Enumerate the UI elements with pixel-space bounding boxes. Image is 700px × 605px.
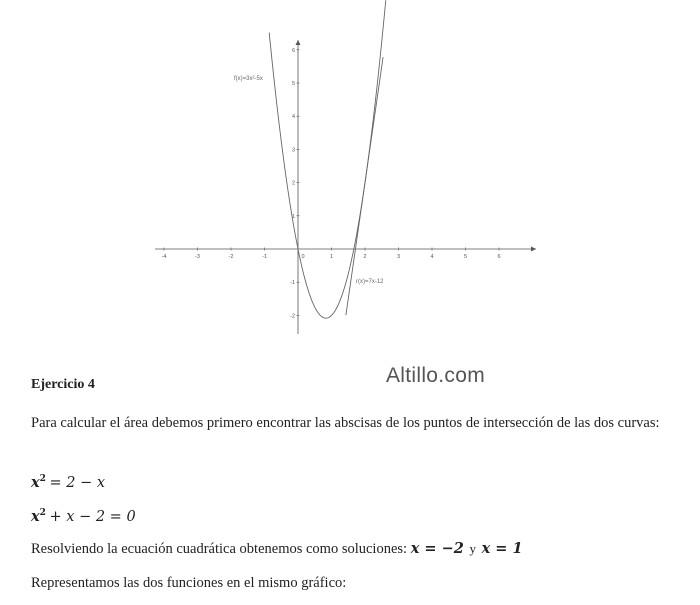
x-tick-label: 3 xyxy=(396,254,401,260)
solutions-paragraph xyxy=(31,539,523,559)
eq2-rhs: + x − 2 = 0 xyxy=(49,508,136,525)
y-tick-label: 3 xyxy=(291,147,295,154)
x-tick-label: 1 xyxy=(329,254,334,260)
eq1-rhs: = 2 − x xyxy=(49,474,106,491)
x-tick-label: 0 xyxy=(301,254,305,260)
x-tick-label: -2 xyxy=(228,254,234,260)
y-tick-label: -1 xyxy=(290,280,295,287)
x-tick-label: 5 xyxy=(463,254,468,260)
y-axis-arrow xyxy=(296,40,301,45)
eq1-lhs: x xyxy=(31,473,40,491)
y-tick-label: -2 xyxy=(290,313,295,320)
watermark: Altillo.com xyxy=(386,364,485,387)
x-tick-label: -1 xyxy=(262,254,267,260)
graph-axes xyxy=(155,40,536,334)
graph-ticks xyxy=(162,48,501,320)
eq2-lhs: x xyxy=(31,507,40,525)
x-tick-label: 2 xyxy=(363,254,367,260)
exercise-heading: Ejercicio 4 xyxy=(31,377,95,392)
x-axis-arrow xyxy=(531,247,536,252)
line-label: r(x)=7x-12 xyxy=(356,279,384,285)
y-tick-label: 5 xyxy=(291,81,295,87)
solution-1: x = −2 xyxy=(410,540,464,557)
curve-label: f(x)=3x²-5x xyxy=(234,76,263,82)
solution-2: x = 1 xyxy=(481,540,523,557)
solutions-text: Resolviendo la ecuación cuadrática obtenemos como soluciones: xyxy=(31,541,411,557)
solution-connector: y xyxy=(469,541,476,556)
tangent-line xyxy=(346,57,383,315)
y-tick-label: 2 xyxy=(291,180,295,187)
closing-paragraph: Representamos las dos funciones en el mismo gráfico: xyxy=(31,575,347,591)
y-tick-label: 1 xyxy=(291,213,295,220)
x-tick-label: -4 xyxy=(161,254,167,260)
x-tick-label: 4 xyxy=(430,254,434,260)
x-tick-label: -3 xyxy=(195,254,200,260)
eq1-exp: 2 xyxy=(39,474,46,484)
y-tick-label: 4 xyxy=(291,114,295,121)
intro-paragraph: Para calcular el área debemos primero encontrar las abscisas de los puntos de intersección de las dos curvas: xyxy=(31,415,660,431)
equation-2 xyxy=(31,504,136,527)
equation-1 xyxy=(31,470,105,493)
y-tick-label: 6 xyxy=(291,47,295,54)
eq2-exp: 2 xyxy=(39,508,46,518)
x-tick-label: 6 xyxy=(497,254,501,260)
